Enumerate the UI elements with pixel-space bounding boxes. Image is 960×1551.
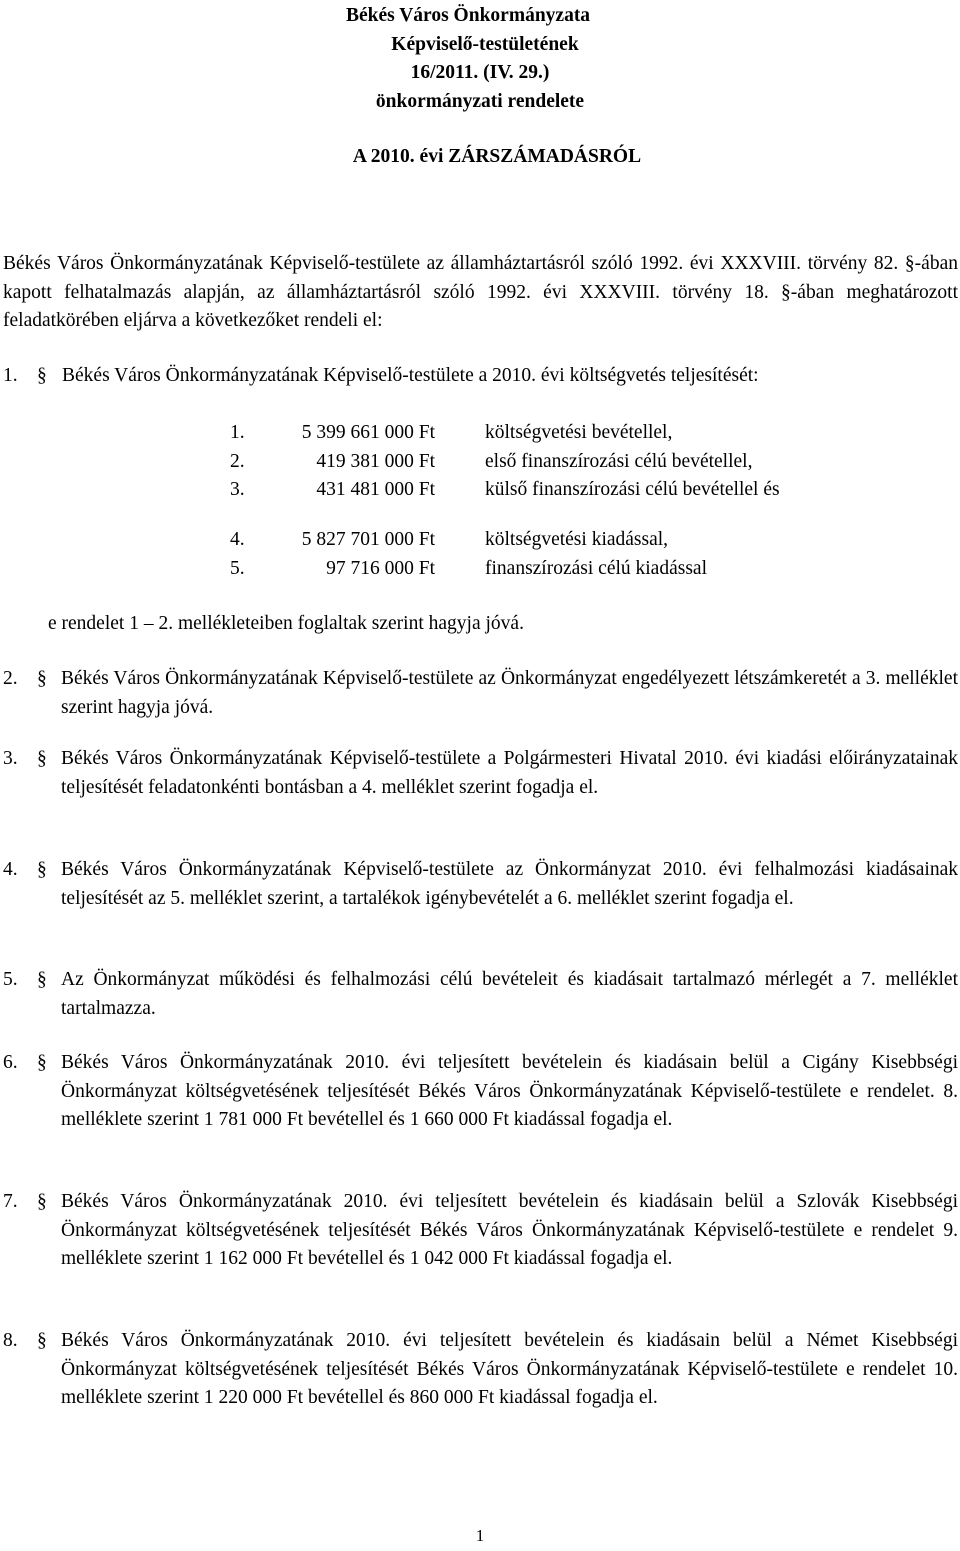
- list-item: [230, 555, 930, 584]
- title-line-3: 16/2011. (IV. 29.): [410, 62, 550, 83]
- section-symbol: §: [37, 1052, 47, 1073]
- section-symbol: §: [37, 748, 47, 769]
- title-line-1: Békés Város Önkormányzata: [345, 5, 591, 26]
- section-text: Békés Város Önkormányzatának 2010. évi teljesített bevételein és kiadásain belül a Német Kisebbségi Önkormányzat költségvetésének teljesítését Békés Város Önkormányzatának Képviselő-testülete e rendelet 10. melléklete szerint 1 220 000 Ft bevétellel és 860 000 Ft kiadással fogadja el.: [61, 1330, 958, 1408]
- section-text: Békés Város Önkormányzatának Képviselő-testülete az Önkormányzat engedélyezett létszámkeretét a 3. melléklet szerint hagyja jóvá.: [61, 668, 958, 718]
- section-1-closing: e rendelet 1 – 2. mellékleteiben foglaltak szerint hagyja jóvá.: [48, 613, 524, 634]
- item-amount: 5 827 701 000 Ft: [301, 529, 435, 550]
- item-description: költségvetési bevétellel,: [485, 422, 673, 443]
- item-amount: 97 716 000 Ft: [326, 557, 435, 579]
- page-number: 1: [475, 1526, 485, 1545]
- section-4: [3, 856, 958, 913]
- expense-list: [230, 526, 930, 583]
- section-number: 4.: [3, 859, 18, 880]
- section-number: 5.: [3, 969, 18, 990]
- section-text: Békés Város Önkormányzatának Képviselő-testülete a 2010. évi költségvetés teljesítését:: [62, 365, 759, 386]
- title-subject: A 2010. évi ZÁRSZÁMADÁSRÓL: [352, 146, 642, 167]
- list-item: [230, 476, 930, 505]
- preamble: Békés Város Önkormányzatának Képviselő-testülete az államháztartásról szóló 1992. évi XXXVIII. törvény 82. §-ában kapott felhatalmazás alapján, az államháztartásról szóló 1992. évi XXXVIII. törvény 18. §-ában meghatározott feladatkörében eljárva a következőket rendeli el:: [3, 253, 958, 331]
- title-line-4: önkormányzati rendelete: [375, 90, 585, 112]
- section-number: 6.: [3, 1052, 18, 1073]
- section-number: 7.: [3, 1191, 18, 1212]
- title-line-2: Képviselő-testületének: [391, 33, 579, 55]
- section-symbol: §: [37, 1191, 47, 1212]
- budget-list: [230, 419, 930, 505]
- section-text: Békés Város Önkormányzatának Képviselő-testülete a Polgármesteri Hivatal 2010. évi kiadási előirányzatainak teljesítését feladatonkénti bontásban a 4. melléklet szerint fogadja el.: [61, 748, 958, 798]
- section-symbol: §: [37, 969, 47, 990]
- section-symbol: §: [37, 1330, 47, 1351]
- section-text: Békés Város Önkormányzatának 2010. évi teljesített bevételein és kiadásain belül a Szlovák Kisebbségi Önkormányzat költségvetésének teljesítését Békés Város Önkormányzatának Képviselő-testülete e rendelet 9. melléklete szerint 1 162 000 Ft bevétellel és 1 042 000 Ft kiadással fogadja el.: [61, 1191, 958, 1269]
- item-number: 5.: [230, 557, 245, 579]
- section-number: 2.: [3, 668, 18, 689]
- list-item: [230, 448, 930, 477]
- item-number: 3.: [230, 479, 245, 500]
- item-description: finanszírozási célú kiadással: [485, 557, 707, 579]
- item-description: költségvetési kiadással,: [485, 529, 669, 550]
- item-description: külső finanszírozási célú bevétellel és: [485, 479, 780, 500]
- item-description: első finanszírozási célú bevétellel,: [485, 450, 753, 472]
- list-item: [230, 419, 930, 448]
- section-text: Békés Város Önkormányzatának 2010. évi teljesített bevételein és kiadásain belül a Cigány Kisebbségi Önkormányzat költségvetésének teljesítését Békés Város Önkormányzatának Képviselő-testülete e rendelet. 8. melléklete szerint 1 781 000 Ft bevétellel és 1 660 000 Ft kiadással fogadja el.: [61, 1052, 958, 1130]
- section-8: [3, 1327, 958, 1413]
- section-text: Békés Város Önkormányzatának Képviselő-testülete az Önkormányzat 2010. évi felhalmozási kiadásainak teljesítését az 5. melléklet szerint, a tartalékok igénybevételét a 6. melléklet szerint fogadja el.: [61, 859, 958, 909]
- item-amount: 431 481 000 Ft: [316, 479, 435, 500]
- section-number: 8.: [3, 1330, 18, 1351]
- section-6: [3, 1049, 958, 1135]
- item-number: 2.: [230, 450, 245, 472]
- section-7: [3, 1188, 958, 1274]
- section-5: [3, 966, 958, 1023]
- item-number: 4.: [230, 529, 245, 550]
- item-amount: 419 381 000 Ft: [316, 450, 435, 472]
- section-number: 1.: [3, 365, 18, 386]
- section-symbol: §: [37, 365, 47, 386]
- item-amount: 5 399 661 000 Ft: [301, 422, 435, 443]
- section-symbol: §: [37, 859, 47, 880]
- section-2: [3, 665, 958, 722]
- section-3: [3, 745, 958, 802]
- list-item: [230, 526, 930, 555]
- item-number: 1.: [230, 422, 245, 443]
- section-text: Az Önkormányzat működési és felhalmozási célú bevételeit és kiadásait tartalmazó mérlegét a 7. melléklet tartalmazza.: [61, 969, 958, 1019]
- document-title: [0, 2, 960, 172]
- section-number: 3.: [3, 748, 18, 769]
- section-symbol: §: [37, 668, 47, 689]
